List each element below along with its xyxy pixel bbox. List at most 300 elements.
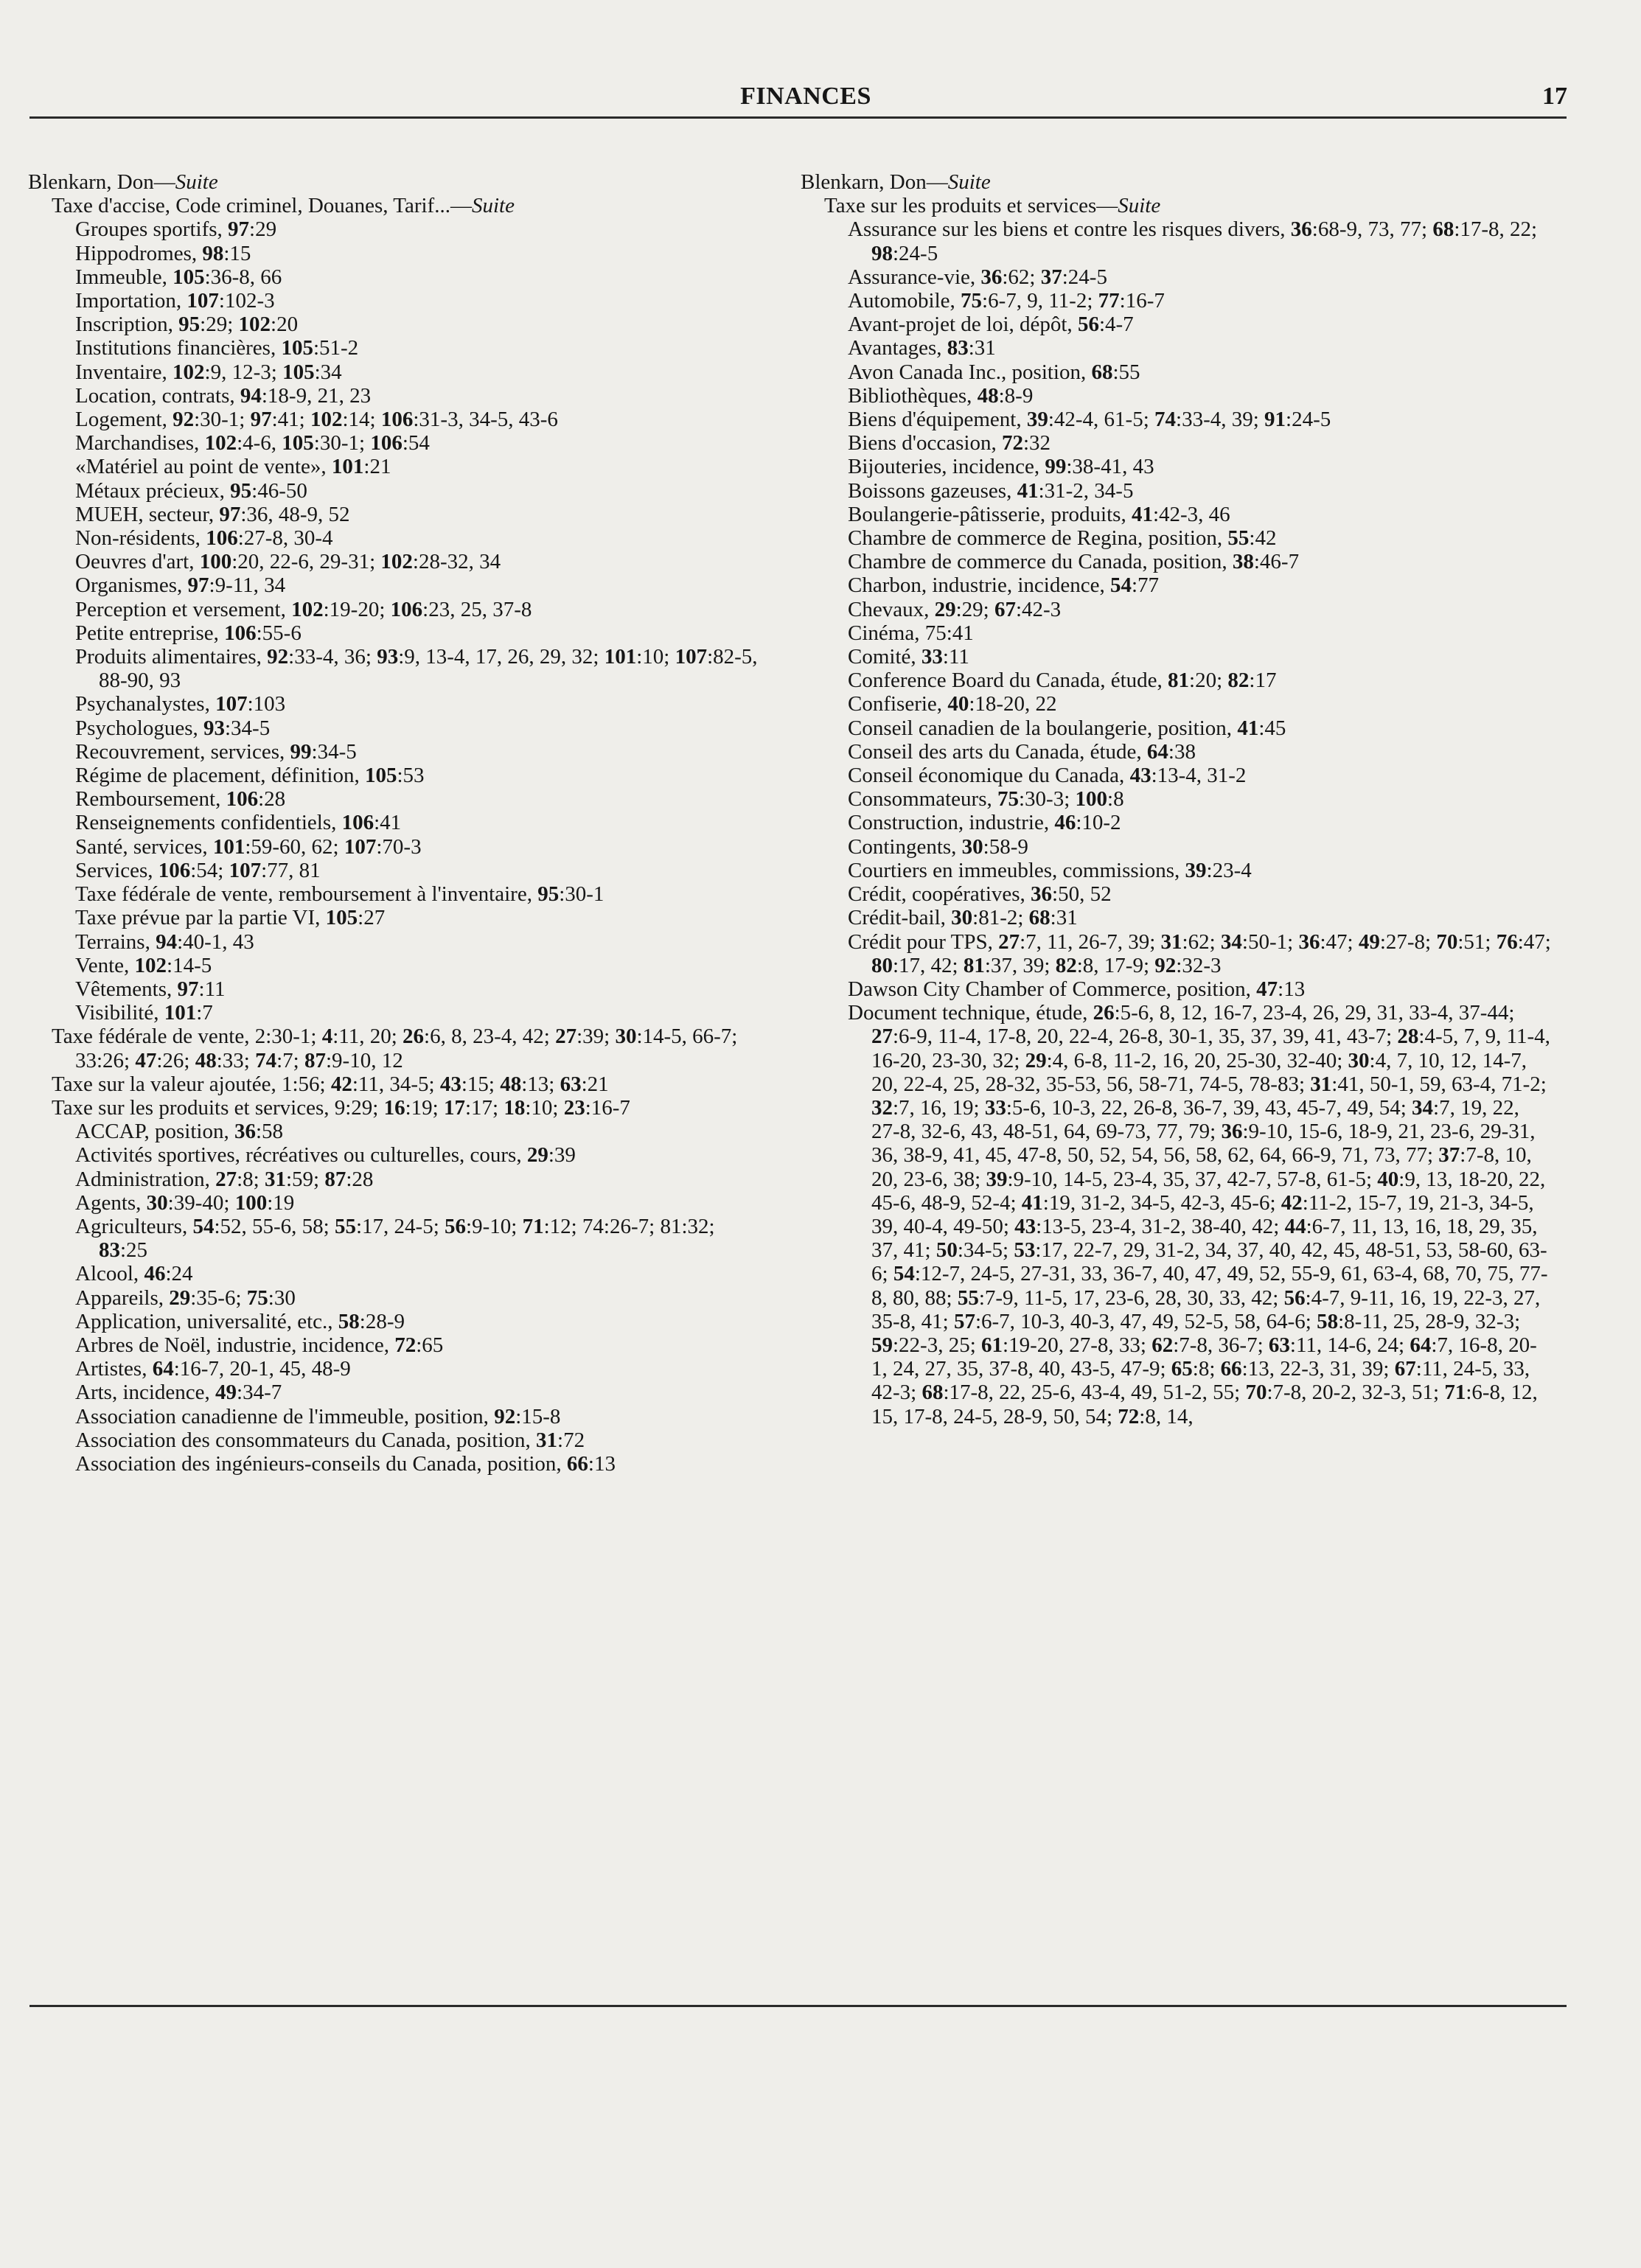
- page-ref-volume: 68: [1432, 217, 1454, 242]
- page-ref-volume: 97: [219, 502, 241, 526]
- footer-rule: [29, 2005, 1567, 2007]
- entry-text: Institutions financières,: [75, 336, 282, 360]
- page-ref-volume: 82: [1055, 953, 1077, 977]
- page-ref-volume: 37: [1040, 265, 1062, 289]
- entry-text: Taxe prévue par la partie VI,: [75, 906, 326, 930]
- page-ref-volume: 34: [1220, 929, 1242, 954]
- page-ref-volume: 100: [199, 550, 232, 574]
- page-ref-volume: 30: [961, 834, 983, 859]
- page-ref-volume: 97: [250, 408, 272, 432]
- page-ref-volume: 106: [158, 858, 191, 882]
- page-ref-volume: 39: [1185, 858, 1207, 882]
- entry-text: :26;: [156, 1048, 195, 1072]
- page-ref-volume: 77: [1098, 289, 1120, 313]
- entry-text: :11, 34-5;: [352, 1072, 440, 1096]
- index-heading: [28, 170, 765, 194]
- entry-text: :8, 17-9;: [1076, 953, 1155, 977]
- running-title: FINANCES: [740, 83, 871, 110]
- entry-text: :13: [1278, 977, 1306, 1001]
- page-ref-volume: 83: [99, 1238, 120, 1263]
- entry-text: Inventaire,: [75, 360, 173, 384]
- entry-text: Régime de placement, définition,: [75, 764, 365, 788]
- index-entry: [28, 1357, 765, 1381]
- index-entry: [801, 526, 1553, 550]
- entry-text: :37, 39;: [984, 953, 1056, 977]
- entry-text: :51;: [1457, 929, 1497, 954]
- page-ref-volume: 48: [977, 383, 999, 408]
- index-entry: [28, 1215, 765, 1262]
- page-ref-volume: 95: [230, 478, 252, 503]
- index-entry: [801, 621, 1553, 645]
- page-ref-volume: 92: [494, 1404, 516, 1428]
- entry-text: :7;: [276, 1048, 304, 1072]
- entry-text: Taxe sur les produits et services—: [824, 194, 1118, 218]
- entry-text: :4, 6-8, 11-2, 16, 20, 25-30, 32-40;: [1046, 1048, 1348, 1072]
- page-ref-volume: 75: [997, 787, 1019, 812]
- entry-text: Automobile,: [848, 289, 961, 313]
- entry-text: :11: [942, 645, 969, 669]
- entry-text: Psychologues,: [75, 716, 203, 740]
- entry-text: :20: [271, 313, 299, 337]
- entry-text: :18-9, 21, 23: [261, 383, 372, 408]
- page-ref-volume: 31: [1160, 929, 1182, 954]
- page-ref-volume: 27: [555, 1025, 577, 1049]
- page-ref-volume: 68: [1091, 360, 1113, 384]
- page-ref-volume: 40: [1377, 1167, 1399, 1191]
- page-ref-volume: 101: [212, 834, 245, 859]
- entry-text: :30: [268, 1285, 296, 1310]
- index-entry: [28, 479, 765, 503]
- entry-text: Crédit, coopératives,: [848, 882, 1031, 907]
- entry-text: Comité,: [848, 645, 921, 669]
- entry-text: Santé, services,: [75, 834, 213, 859]
- index-entry: [801, 289, 1553, 313]
- entry-text: :29;: [200, 313, 239, 337]
- entry-text: :39: [548, 1143, 576, 1168]
- page-ref-volume: 93: [203, 716, 225, 740]
- page-ref-volume: 36: [1031, 882, 1053, 907]
- page-ref-volume: 87: [324, 1167, 346, 1191]
- entry-text: :13-5, 23-4, 31-2, 38-40, 42;: [1036, 1214, 1285, 1238]
- entry-text: :28-32, 34: [412, 550, 501, 574]
- entry-text: :14-5, 66-7; 33:26;: [75, 1025, 738, 1072]
- entry-text: :77: [1131, 573, 1160, 598]
- page-ref-volume: 97: [228, 217, 250, 242]
- page-ref-volume: 71: [522, 1214, 544, 1238]
- heading-spacer: [28, 162, 765, 170]
- index-entry: [801, 977, 1553, 1001]
- page-ref-volume: 55: [335, 1214, 356, 1238]
- page-ref-volume: 29: [934, 597, 956, 621]
- page-ref-volume: 64: [152, 1357, 174, 1381]
- entry-text: Cinéma, 75:41: [848, 621, 974, 645]
- index-column-right: [801, 162, 1553, 1428]
- entry-text: :20, 22-6, 29-31;: [231, 550, 381, 574]
- index-entry: [801, 882, 1553, 906]
- entry-text: Boissons gazeuses,: [848, 478, 1017, 503]
- index-entry: [28, 1381, 765, 1404]
- entry-text: :31-3, 34-5, 43-6: [413, 408, 558, 432]
- entry-text: :11, 14-6, 24;: [1289, 1333, 1410, 1357]
- entry-text: :41, 50-1, 59, 63-4, 71-2;: [1331, 1072, 1547, 1096]
- index-entry: [28, 1405, 765, 1428]
- page-ref-volume: 55: [1227, 526, 1250, 551]
- entry-text: :28: [258, 787, 286, 812]
- page-ref-volume: 67: [1394, 1357, 1416, 1381]
- entry-text: :17;: [464, 1095, 504, 1120]
- index-entry: [28, 1191, 765, 1215]
- index-entry: [801, 384, 1553, 408]
- entry-text: Métaux précieux,: [75, 478, 231, 503]
- page-ref-volume: 105: [325, 906, 358, 930]
- index-entry: [28, 1262, 765, 1285]
- entry-text: :6-9, 11-4, 17-8, 20, 22-4, 26-8, 30-1, 35, 37, 39, 41, 43-7;: [893, 1025, 1398, 1049]
- index-entry: [28, 1001, 765, 1025]
- entry-text: :9-10;: [466, 1214, 523, 1238]
- entry-text: Conseil canadien de la boulangerie, position,: [848, 716, 1238, 740]
- entry-text: Remboursement,: [75, 787, 226, 812]
- entry-text: :59;: [285, 1167, 325, 1191]
- entry-text: :31-2, 34-5: [1038, 478, 1134, 503]
- entry-text: :62;: [1182, 929, 1221, 954]
- page-ref-volume: 28: [1397, 1025, 1419, 1049]
- entry-text: :45: [1258, 716, 1286, 740]
- page-ref-volume: 38: [1232, 550, 1254, 574]
- entry-text: Recouvrement, services,: [75, 739, 290, 764]
- entry-text: :4-7: [1098, 313, 1134, 337]
- page-ref-volume: 36: [1298, 929, 1320, 954]
- entry-text: Taxe sur les produits et services, 9:29;: [52, 1095, 384, 1120]
- page-header: [44, 83, 1567, 115]
- header-rule: [29, 116, 1567, 119]
- entry-text: Courtiers en immeubles, commissions,: [848, 858, 1185, 882]
- index-entry: [28, 1120, 765, 1143]
- page-ref-volume: 68: [921, 1381, 944, 1405]
- entry-text: Immeuble,: [75, 265, 173, 289]
- entry-text: :7: [196, 1001, 213, 1025]
- entry-text: :11, 20;: [332, 1025, 403, 1049]
- page-ref-volume: 92: [267, 645, 289, 669]
- index-entry: [28, 503, 765, 526]
- entry-text: Conference Board du Canada, étude,: [848, 669, 1168, 693]
- entry-text: :35-6;: [190, 1285, 247, 1310]
- page-ref-volume: 106: [370, 431, 403, 456]
- page-ref-volume: 102: [310, 408, 343, 432]
- index-subheading: [28, 1025, 765, 1072]
- page-ref-volume: 29: [526, 1143, 548, 1168]
- page-ref-volume: 33: [921, 645, 943, 669]
- index-entry: [801, 360, 1553, 384]
- entry-text: Application, universalité, etc.,: [75, 1309, 338, 1333]
- entry-text: :19-20;: [323, 597, 391, 621]
- page-ref-volume: 44: [1284, 1214, 1306, 1238]
- index-entry: [28, 573, 765, 597]
- page-number: 17: [1542, 83, 1567, 110]
- page-ref-volume: 23: [563, 1095, 585, 1120]
- page-ref-volume: 43: [1014, 1214, 1036, 1238]
- page-ref-volume: 36: [1221, 1120, 1243, 1144]
- entry-text: Importation,: [75, 289, 187, 313]
- entry-text: :25: [120, 1238, 148, 1263]
- index-entry: [801, 217, 1553, 265]
- page-ref-volume: 105: [282, 360, 315, 384]
- page-ref-volume: 54: [1109, 573, 1132, 598]
- index-entry: [28, 930, 765, 954]
- page-ref-volume: 33: [984, 1095, 1006, 1120]
- entry-text: «Matériel au point de vente»,: [75, 455, 332, 479]
- page-ref-volume: 107: [675, 645, 708, 669]
- page-ref-volume: 106: [206, 526, 238, 551]
- page-ref-volume: 42: [330, 1072, 352, 1096]
- entry-text: :7-8, 36-7;: [1173, 1333, 1269, 1357]
- page-ref-volume: 39: [1026, 408, 1048, 432]
- page-ref-volume: 76: [1496, 929, 1518, 954]
- page-ref-volume: 42: [1281, 1190, 1303, 1215]
- page-ref-volume: 100: [1075, 787, 1108, 812]
- entry-text: Chevaux,: [848, 597, 935, 621]
- index-entry: [28, 621, 765, 645]
- page-ref-volume: 30: [1348, 1048, 1370, 1072]
- entry-text: :9-10, 14-5, 23-4, 35, 37, 42-7, 57-8, 61-5;: [1007, 1167, 1378, 1191]
- page-ref-volume: 101: [331, 455, 364, 479]
- entry-text: :34-5: [311, 739, 357, 764]
- entry-text: :31: [968, 336, 996, 360]
- entry-text: Blenkarn, Don—: [801, 170, 948, 194]
- entry-text: :11, 24-5, 33, 42-3;: [871, 1357, 1530, 1405]
- entry-text: :23, 25, 37-8: [422, 597, 532, 621]
- page-ref-volume: 107: [229, 858, 262, 882]
- entry-text: :30-3;: [1019, 787, 1076, 812]
- page-ref-volume: 101: [604, 645, 637, 669]
- index-entry: [28, 764, 765, 787]
- entry-text: :40-1, 43: [177, 929, 254, 954]
- page-ref-volume: 105: [282, 431, 314, 456]
- entry-text: :28-9: [359, 1309, 405, 1333]
- entry-text: :34-5: [225, 716, 271, 740]
- entry-text: :59-60, 62;: [245, 834, 344, 859]
- index-entry: [28, 787, 765, 811]
- entry-text: Assurance-vie,: [848, 265, 981, 289]
- entry-text: Taxe sur la valeur ajoutée, 1:56;: [52, 1072, 331, 1096]
- index-entry: [28, 811, 765, 834]
- entry-text: :36, 48-9, 52: [240, 502, 350, 526]
- entry-text: Arts, incidence,: [75, 1381, 216, 1405]
- entry-text: :16-7: [585, 1095, 630, 1120]
- page-ref-volume: 26: [1093, 1001, 1115, 1025]
- entry-text: :55: [1112, 360, 1140, 384]
- entry-text: Vente,: [75, 953, 135, 977]
- entry-text: Contingents,: [848, 834, 962, 859]
- page-ref-volume: 27: [871, 1025, 893, 1049]
- entry-text: :10-2: [1076, 811, 1121, 835]
- index-entry: [28, 692, 765, 716]
- entry-text: :7, 16-8, 20-1, 24, 27, 35, 37-8, 40, 43-5, 47-9;: [871, 1333, 1537, 1381]
- entry-text: Vêtements,: [75, 977, 178, 1001]
- entry-text: :8-11, 25, 28-9, 32-3;: [1338, 1309, 1521, 1333]
- page-ref-volume: 36: [980, 265, 1003, 289]
- page-ref-volume: 55: [957, 1285, 979, 1310]
- entry-text: Location, contrats,: [75, 383, 240, 408]
- entry-text: :7-8, 20-2, 32-3, 51;: [1267, 1381, 1445, 1405]
- entry-text: :55-6: [256, 621, 302, 645]
- entry-text: :33;: [216, 1048, 256, 1072]
- entry-text: :17-8, 22;: [1454, 217, 1538, 242]
- page-ref-volume: 40: [947, 692, 969, 716]
- page-ref-volume: 95: [178, 313, 201, 337]
- entry-text: :24-5: [1286, 408, 1331, 432]
- entry-text: :18-20, 22: [969, 692, 1057, 716]
- index-entry: [28, 906, 765, 929]
- page-ref-volume: 56: [1283, 1285, 1306, 1310]
- index-heading: [801, 170, 1553, 194]
- page-ref-volume: 27: [215, 1167, 237, 1191]
- index-entry: [801, 740, 1553, 764]
- entry-text: :15: [223, 241, 251, 265]
- entry-text: Terrains,: [75, 929, 156, 954]
- index-entry: [801, 716, 1553, 740]
- page-ref-volume: 49: [1358, 929, 1380, 954]
- page-ref-volume: 70: [1245, 1381, 1267, 1405]
- entry-text: Construction, industrie,: [848, 811, 1055, 835]
- entry-text: :9-10, 15-6, 18-9, 21, 23-6, 29-31, 36, 38-9, 41, 45, 47-8, 50, 52, 54, 56, 58, 62, 64, 66-9, 71, 73, 77;: [871, 1120, 1536, 1168]
- page-ref-volume: 94: [156, 929, 178, 954]
- index-entry: [28, 384, 765, 408]
- entry-text: Consommateurs,: [848, 787, 997, 812]
- entry-text: :54;: [190, 858, 229, 882]
- index-entry: [801, 906, 1553, 929]
- entry-text: :42: [1249, 526, 1277, 551]
- entry-text: Psychanalystes,: [75, 692, 216, 716]
- index-subheading: [28, 1072, 765, 1096]
- continued-marker: Suite: [175, 170, 218, 194]
- page-ref-volume: 61: [981, 1333, 1003, 1357]
- index-entry: [801, 930, 1553, 977]
- entry-text: Petite entreprise,: [75, 621, 225, 645]
- entry-text: :7, 11, 26-7, 39;: [1020, 929, 1161, 954]
- entry-text: :21: [581, 1072, 609, 1096]
- page-ref-volume: 107: [344, 834, 377, 859]
- entry-text: Association des consommateurs du Canada, position,: [75, 1428, 537, 1452]
- entry-text: Alcool,: [75, 1262, 144, 1286]
- entry-text: :21: [363, 455, 391, 479]
- index-entry: [28, 859, 765, 882]
- page-ref-volume: 93: [377, 645, 399, 669]
- entry-text: Association des ingénieurs-conseils du Canada, position,: [75, 1451, 567, 1476]
- entry-text: Artistes,: [75, 1357, 153, 1381]
- entry-text: :4, 7, 10, 12, 14-7, 20, 22-4, 25, 28-32, 35-53, 56, 58-71, 74-5, 78-83;: [871, 1048, 1527, 1096]
- page-ref-volume: 32: [871, 1095, 893, 1120]
- page-ref-volume: 16: [383, 1095, 405, 1120]
- index-subheading: [28, 1096, 765, 1120]
- index-entry: [28, 550, 765, 573]
- entry-text: :82-5, 88-90, 93: [99, 645, 758, 693]
- entry-text: :29: [249, 217, 277, 242]
- entry-text: :6-7, 9, 11-2;: [982, 289, 1098, 313]
- entry-text: :11: [198, 977, 226, 1001]
- entry-text: :36-8, 66: [204, 265, 282, 289]
- entry-text: :51-2: [313, 336, 359, 360]
- page-ref-volume: 54: [893, 1262, 915, 1286]
- page-ref-volume: 36: [234, 1120, 256, 1144]
- page-ref-volume: 30: [951, 906, 973, 930]
- index-entry: [801, 573, 1553, 597]
- entry-text: Conseil des arts du Canada, étude,: [848, 739, 1147, 764]
- entry-text: Chambre de commerce de Regina, position,: [848, 526, 1228, 551]
- index-entry: [801, 408, 1553, 431]
- index-entry: [801, 598, 1553, 621]
- entry-text: :9, 12-3;: [204, 360, 283, 384]
- entry-text: :24-5: [893, 241, 938, 265]
- entry-text: :8-9: [998, 383, 1034, 408]
- entry-text: Services,: [75, 858, 158, 882]
- page-ref-volume: 72: [1002, 431, 1023, 456]
- entry-text: Arbres de Noël, industrie, incidence,: [75, 1333, 395, 1357]
- page-ref-volume: 65: [1171, 1357, 1193, 1381]
- entry-text: :12-7, 24-5, 27-31, 33, 36-7, 40, 47, 49, 52, 55-9, 61, 63-4, 68, 70, 75, 77-8, 80, 88;: [871, 1262, 1548, 1310]
- entry-text: :8: [1107, 787, 1124, 812]
- page-ref-volume: 105: [281, 336, 313, 360]
- index-entry: [28, 1428, 765, 1452]
- entry-text: :7, 16, 19;: [893, 1095, 985, 1120]
- entry-text: :6-7, 11, 13, 16, 18, 29, 35, 37, 41;: [871, 1214, 1538, 1263]
- entry-text: :53: [397, 764, 425, 788]
- page-ref-volume: 100: [234, 1190, 268, 1215]
- index-entry: [28, 598, 765, 621]
- page-ref-volume: 67: [994, 597, 1016, 621]
- page-ref-volume: 72: [394, 1333, 417, 1357]
- index-entry: [801, 503, 1553, 526]
- index-entry: [28, 313, 765, 336]
- entry-text: :30-1: [559, 882, 605, 907]
- entry-text: Blenkarn, Don—: [28, 170, 175, 194]
- entry-text: Marchandises,: [75, 431, 205, 456]
- page-ref-volume: 36: [1290, 217, 1312, 242]
- page-ref-volume: 102: [291, 597, 324, 621]
- page-ref-volume: 99: [1045, 455, 1067, 479]
- entry-text: Taxe fédérale de vente, 2:30-1;: [52, 1025, 322, 1049]
- page-ref-volume: 41: [1021, 1190, 1043, 1215]
- page-ref-volume: 82: [1227, 669, 1250, 693]
- page-ref-volume: 74: [1154, 408, 1177, 432]
- page-ref-volume: 62: [1152, 1333, 1174, 1357]
- entry-text: :8;: [1192, 1357, 1221, 1381]
- entry-text: Bijouteries, incidence,: [848, 455, 1045, 479]
- entry-text: Renseignements confidentiels,: [75, 811, 342, 835]
- index-entry: [801, 859, 1553, 882]
- entry-text: :17, 42;: [893, 953, 964, 977]
- entry-text: Boulangerie-pâtisserie, produits,: [848, 502, 1132, 526]
- entry-text: :9-11, 34: [209, 573, 286, 598]
- entry-text: :103: [247, 692, 286, 716]
- page-ref-volume: 80: [871, 953, 893, 977]
- entry-text: :13: [588, 1451, 616, 1476]
- entry-text: :50, 52: [1052, 882, 1112, 907]
- page-ref-volume: 106: [224, 621, 257, 645]
- page-ref-volume: 34: [1412, 1095, 1434, 1120]
- entry-text: Crédit-bail,: [848, 906, 952, 930]
- index-entry: [28, 977, 765, 1001]
- index-entry: [801, 336, 1553, 360]
- entry-text: :22-3, 25;: [893, 1333, 982, 1357]
- entry-text: Association canadienne de l'immeuble, position,: [75, 1404, 495, 1428]
- page-ref-volume: 64: [1146, 739, 1168, 764]
- entry-text: :20;: [1189, 669, 1228, 693]
- page-ref-volume: 29: [169, 1285, 191, 1310]
- page-ref-volume: 30: [615, 1025, 637, 1049]
- entry-text: :16-7, 20-1, 45, 48-9: [173, 1357, 351, 1381]
- entry-text: Taxe fédérale de vente, remboursement à l'inventaire,: [75, 882, 538, 907]
- entry-text: :52, 55-6, 58;: [214, 1214, 335, 1238]
